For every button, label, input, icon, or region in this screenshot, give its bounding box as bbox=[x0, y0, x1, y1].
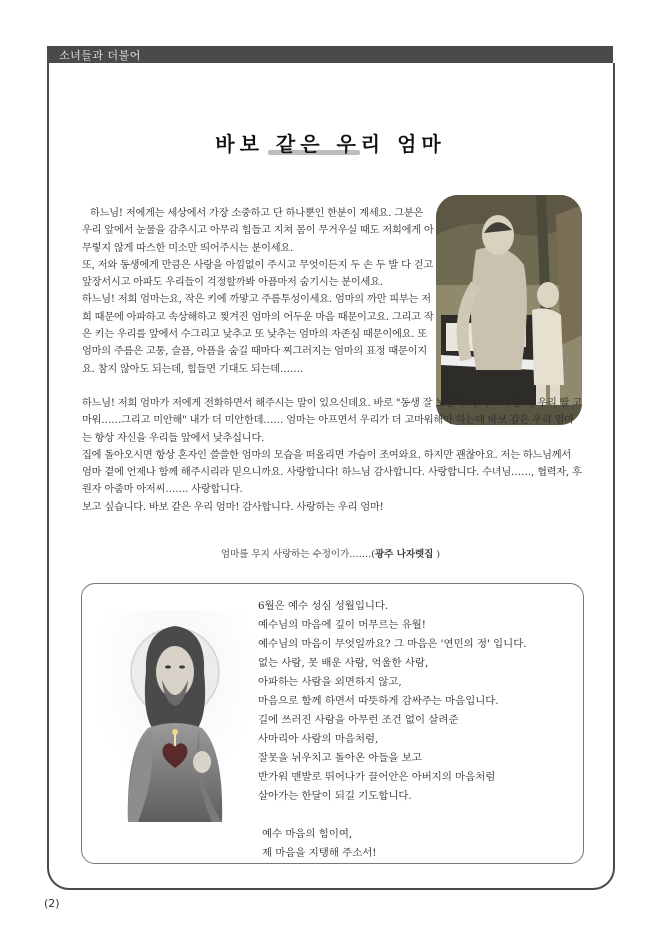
letter-paragraph: 하느님! 저에게는 세상에서 가장 소중하고 단 하나뿐인 한분이 계세요. 그분은 우리 앞에서 눈물을 감추시고 아무리 힘들고 지쳐 몸이 무거우실 때도 저희에게 아무렇지 않게 따스한 미소만 띄어주시는 분이세요. bbox=[82, 208, 434, 254]
letter-body-wide bbox=[82, 395, 582, 516]
poem-line: 아파하는 사람을 외면하지 않고, bbox=[258, 676, 402, 688]
poem-line: 6월은 예수 성심 성월입니다. bbox=[258, 600, 389, 612]
poem-spacer bbox=[258, 806, 578, 825]
signature-close: ) bbox=[433, 549, 441, 560]
poem-line: 잘못을 뉘우치고 돌아온 아들을 보고 bbox=[258, 752, 422, 764]
poem-closing-line: 제 마음을 지탱해 주소서! bbox=[262, 847, 377, 859]
page-number: (2) bbox=[44, 897, 60, 910]
letter-paragraph: 하느님! 저희 엄마가 저에게 전화하면서 해주시는 말이 있으신데요. 바로 "동생 잘 보살피고, 아프지 말고, 우리 딸 고마워……그리고 미안해" 내가 더 미안한데…… 엄마는 아프면서 우리가 더 고마워해야 하는데 바보 같은 우리 엄마는 항상 자신을 우리들 앞에서 낮추십니다. bbox=[82, 398, 582, 444]
poem-line: 길에 쓰러진 사람을 아무런 조건 없이 살려준 bbox=[258, 714, 459, 726]
poem-line: 예수님의 마음에 깊이 머무르는 유월! bbox=[258, 619, 426, 631]
signature-place: 광주 나자렛집 bbox=[374, 549, 434, 560]
section-header-bar bbox=[47, 46, 613, 63]
letter-paragraph: 보고 싶습니다. 바보 같은 우리 엄마! 감사합니다. 사랑하는 우리 엄마! bbox=[82, 501, 384, 513]
letter-body bbox=[82, 205, 434, 378]
poem-line: 예수님의 마음이 무엇일까요? 그 마음은 '연민의 정' 입니다. bbox=[258, 638, 527, 650]
section-label: 소녀들과 더불어 bbox=[59, 49, 141, 62]
poem-line: 사마리아 사람의 마음처럼, bbox=[258, 733, 379, 745]
letter-signature bbox=[0, 546, 661, 560]
letter-paragraph: 하느님! 저희 엄마는요, 작은 키에 까맣고 주름투성이세요. 엄마의 까만 피부는 저희 때문에 아파하고 속상해하고 찢겨진 엄마의 어두운 마음 때문이고요. 그리고 작은 키는 우리를 앞에서 수그리고 낮추고 또 낮추는 엄마의 자존심 때문이에요. 또 엄마의 주름은 고통, 슬픔, 아픔을 숨길 때마다 찌그러지는 엄마의 표정 때문이지요. 참지 않아도 되는데, 힘들면 기대도 되는데……. bbox=[82, 294, 434, 375]
poem-line: 반가워 맨발로 뛰어나가 끌어안은 아버지의 마음처럼 bbox=[258, 771, 496, 783]
letter-paragraph: 집에 돌아오시면 항상 혼자인 쓸쓸한 엄마의 모습을 떠올리면 가슴이 조여와요. 하지만 괜찮아요. 저는 하느님께서 엄마 곁에 언제나 함께 해주시리라 믿으니까요. 사랑합니다! 하느님 감사합니다. 사랑합니다. 수녀님……, 협력자, 후원자 아줌마 아저씨……. 사랑합니다. bbox=[82, 449, 582, 496]
poem-line: 살아가는 한달이 되길 기도합니다. bbox=[258, 790, 412, 802]
sacred-heart-jesus-image bbox=[98, 610, 252, 822]
poem-closing-line: 예수 마음의 힘이여, bbox=[262, 828, 353, 840]
poem-line: 없는 사람, 못 배운 사람, 억울한 사람, bbox=[258, 657, 429, 669]
mother-piano-painting bbox=[436, 195, 582, 425]
signature-text: 엄마를 무지 사랑하는 수정이가…….( bbox=[220, 549, 375, 560]
article-title: 바보 같은 우리 엄마 bbox=[215, 132, 446, 156]
prayer-poem bbox=[258, 597, 578, 863]
poem-line: 마음으로 함께 하면서 따뜻하게 감싸주는 마음입니다. bbox=[258, 695, 499, 707]
letter-paragraph: 또, 저와 동생에게 만큼은 사랑을 아낌없이 주시고 무엇이든지 두 손 두 발 다 걷고 앞장서시고 아파도 우리들이 걱정할까봐 아픔마저 숨기시는 분이세요. bbox=[82, 259, 434, 289]
